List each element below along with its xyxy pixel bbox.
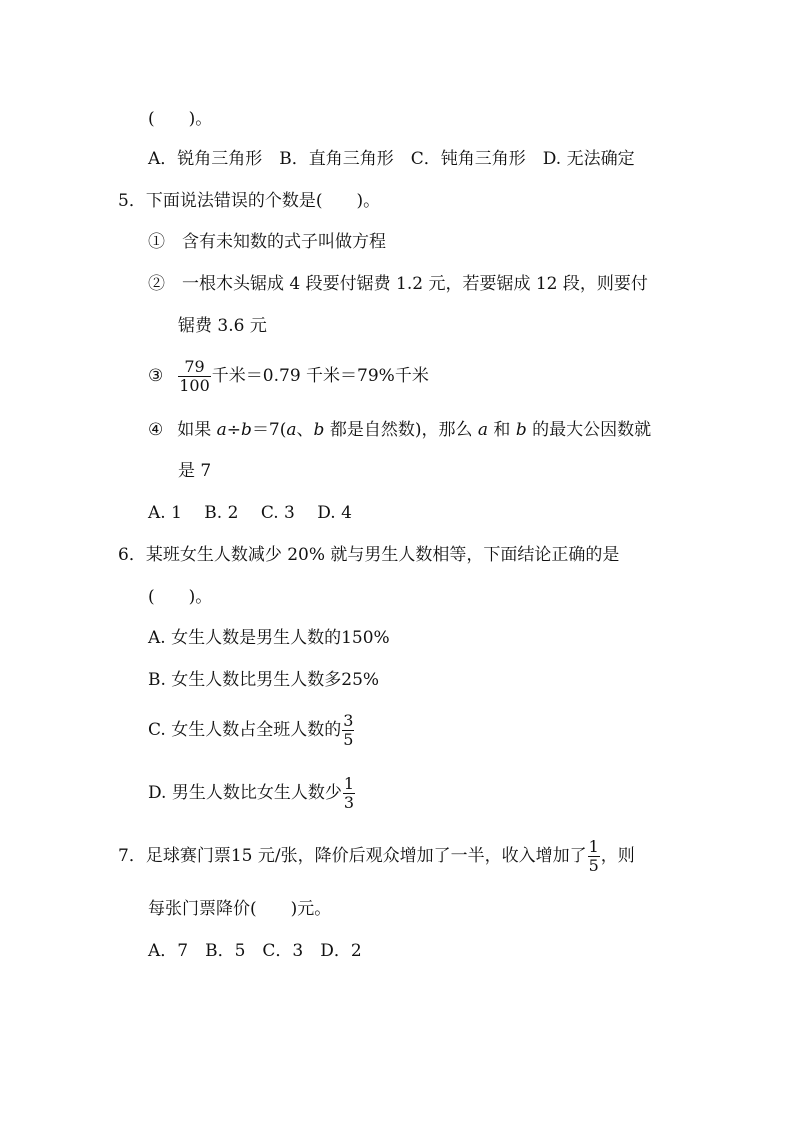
fraction-numerator: 1 xyxy=(343,774,355,793)
fraction-79-100 xyxy=(178,358,211,395)
q5-options: A. 1 B. 2 C. 3 D. 4 xyxy=(148,503,352,523)
q7-stem xyxy=(118,836,635,876)
statement-3-text: 千米＝0.79 千米＝79%千米 xyxy=(211,366,429,386)
q7-stem-text: 7．足球赛门票15 元/张，降价后观众增加了一半，收入增加了 xyxy=(118,846,587,866)
fraction-denominator: 5 xyxy=(588,856,599,875)
var-b: b xyxy=(241,420,252,440)
statement-4-text: 和 xyxy=(488,420,516,440)
divide-sign: ÷ xyxy=(226,420,242,440)
var-a: a xyxy=(286,420,297,440)
q6-option-d xyxy=(148,773,356,813)
q7-blank: 每张门票降价( )元。 xyxy=(148,899,332,919)
statement-3-marker: ③ xyxy=(148,366,164,386)
fraction-1-3 xyxy=(343,775,355,812)
q4-options: A．锐角三角形 B．直角三角形 C．钝角三角形 D. 无法确定 xyxy=(148,149,635,169)
fraction-numerator: 1 xyxy=(588,837,599,856)
fraction-1-5 xyxy=(588,838,600,875)
var-a: a xyxy=(477,420,489,440)
q7-stem-end: ，则 xyxy=(600,846,635,866)
fraction-numerator: 3 xyxy=(343,711,354,730)
statement-4-text: 都是自然数)，那么 xyxy=(324,420,478,440)
fraction-denominator: 100 xyxy=(179,376,210,395)
statement-4-text: ＝7( xyxy=(251,420,287,440)
statement-4-text: 的最大公因数就 xyxy=(526,420,652,440)
var-b: b xyxy=(313,420,325,440)
fraction-numerator: 79 xyxy=(178,358,211,377)
q5-statement-1: ① 含有未知数的式子叫做方程 xyxy=(148,232,386,252)
q5-statement-4 xyxy=(148,419,651,441)
q5-statement-4-cont: 是 7 xyxy=(178,461,212,481)
q6-blank: ( )。 xyxy=(148,587,213,607)
q5-statement-3 xyxy=(148,356,429,396)
statement-4-text: 如果 xyxy=(177,420,217,440)
fraction-denominator: 3 xyxy=(343,793,355,812)
q7-options: A．7 B．5 C．3 D．2 xyxy=(148,941,362,961)
fraction-3-5 xyxy=(342,712,354,749)
q6-option-a: A. 女生人数是男生人数的150% xyxy=(148,628,390,648)
option-c-text: C. 女生人数占全班人数的 xyxy=(148,720,342,740)
separator: 、 xyxy=(296,420,314,440)
q5-statement-2: ② 一根木头锯成 4 段要付锯费 1.2 元，若要锯成 12 段，则要付 xyxy=(148,274,648,294)
var-a: a xyxy=(216,420,227,440)
q6-option-b: B. 女生人数比男生人数多25% xyxy=(148,670,380,690)
q6-option-c xyxy=(148,710,355,750)
statement-4-marker: ④ xyxy=(148,420,164,440)
var-b: b xyxy=(515,420,527,440)
q5-stem: 5．下面说法错误的个数是( )。 xyxy=(118,191,381,211)
q4-blank: ( )。 xyxy=(148,109,213,129)
q5-statement-2-cont: 锯费 3.6 元 xyxy=(178,316,267,336)
q6-stem: 6．某班女生人数减少 20% 就与男生人数相等，下面结论正确的是 xyxy=(118,545,620,565)
fraction-denominator: 5 xyxy=(343,730,354,749)
option-d-text: D. 男生人数比女生人数少 xyxy=(148,783,342,803)
